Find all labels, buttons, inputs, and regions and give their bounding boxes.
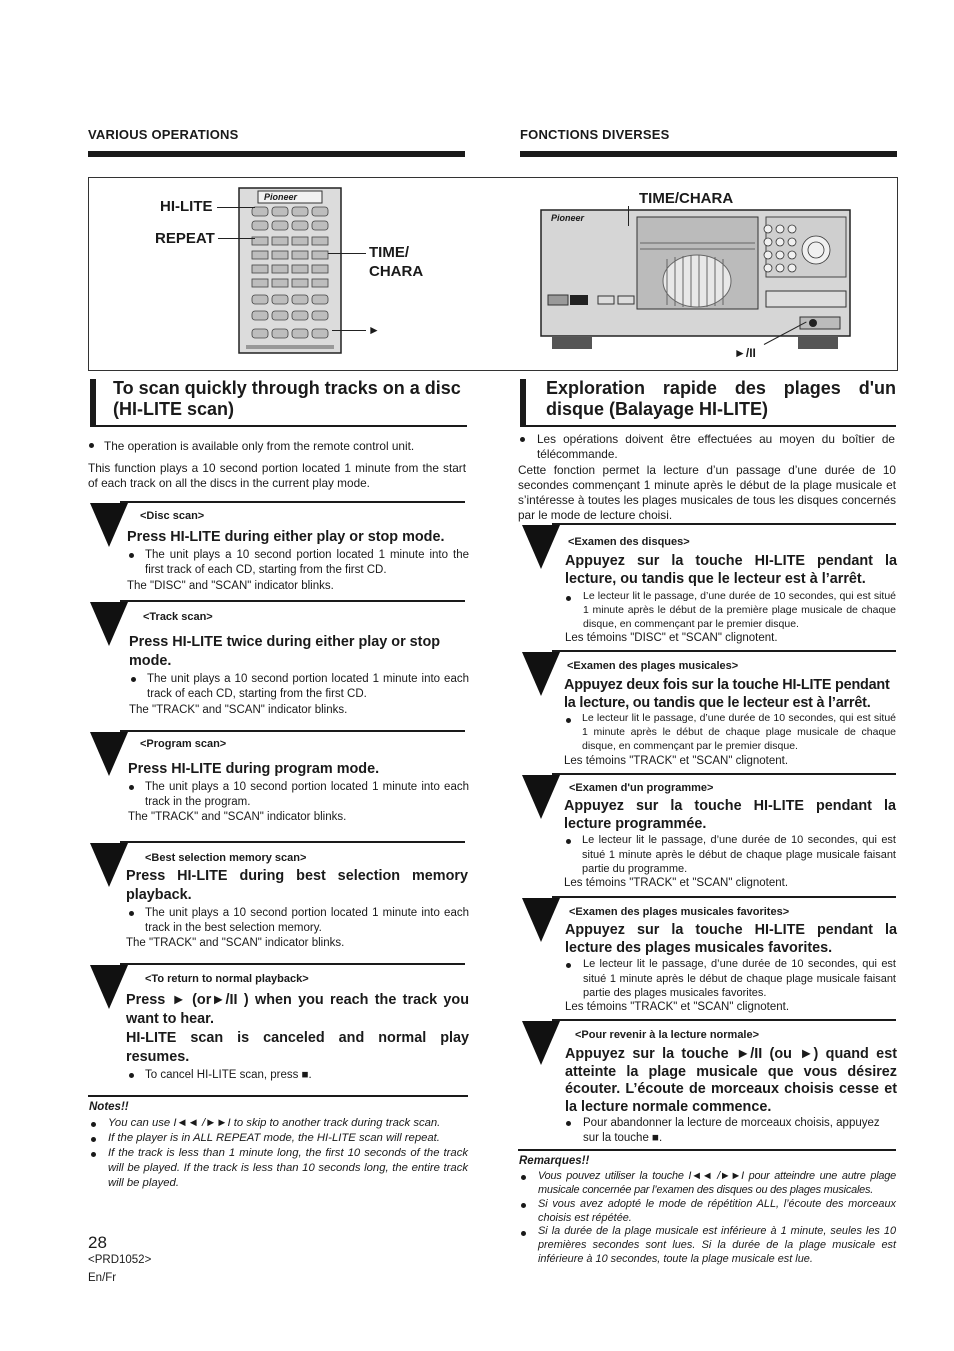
en-step-5-label: <To return to normal playback> [145,973,309,985]
en-note-2: If the player is in ALL REPEAT mode, the HI-LITE scan will repeat. [108,1132,440,1144]
fr-title-bar [520,379,526,425]
leader-time-chara [328,253,366,254]
fr-step-4-instruction: Appuyez sur la touche HI-LITE pendant la lecture des plages musicales favorites. [565,922,897,956]
fr-step-1-marker [522,525,560,569]
fr-step-3-label: <Examen d'un programme> [569,782,714,794]
fr-step-5-instruction: Appuyez sur la touche ►/II (ou ►) quand est atteinte la plage musicale que vous désirez écouter. L’écoute de morceaux choisis cesse et la lecture normale commence. [565,1046,897,1115]
fr-step-3-instruction: Appuyez sur la touche HI-LITE pendant la lecture programmée. [564,798,896,832]
en-step-1-indicator: The "DISC" and "SCAN" indicator blinks. [127,580,334,592]
fr-step-2-bullet: Le lecteur lit le passage, d’une durée de 10 secondes, qui est situé 1 minute après le début de chaque plage musicale de chaque disque, en commençant par le premier disque. [582,712,896,752]
fr-step-2-instruction: Appuyez deux fois sur la touche HI-LITE pendant la lecture, ou tandis que le lecteur est à l’arrêt. [564,677,890,711]
player-label-play-pause: ►/II [734,346,756,360]
en-step-3-label: <Program scan> [140,738,227,750]
en-note-1: You can use I◄◄ /►►I to skip to another track during track scan. [108,1117,441,1129]
en-step-1-instruction: Press HI-LITE during either play or stop mode. [127,529,445,545]
fr-step-4-bullet: Le lecteur lit le passage, d’une durée de 10 secondes, qui est situé 1 minute après le début de chaque plage musicale faisant partie des plages musicales favorites. [583,958,896,999]
en-step-3-marker [90,732,128,776]
en-step-1-label: <Disc scan> [140,510,205,522]
fr-step-4-indicator: Les témoins "TRACK" et "SCAN" clignotent. [565,1001,790,1013]
en-step-3-instruction: Press HI-LITE during program mode. [128,761,380,777]
fr-step-2-indicator: Les témoins "TRACK" et "SCAN" clignotent. [564,755,789,767]
fr-intro: Cette fonction permet la lecture d’un passage d’une durée de 10 secondes commençant 1 minute après le début de la plage musicale et s’intéresse à toutes les plages musicales de tous les disques concernés par le mode de lecture choisi. [518,463,896,522]
play-arrow-label: ► [368,323,380,337]
product-code: <PRD1052> [88,1254,152,1266]
fr-step-4-label: <Examen des plages musicales favorites> [569,906,790,918]
leader-repeat [218,238,255,239]
en-note-3: If the track is less than 1 minute long, the first 10 seconds of the track will be played. If the track is less than 10 seconds long, the entire track will be played. [108,1147,468,1190]
fr-note-3: Si la durée de la plage musicale est inférieure à 1 minute, seules les 10 premières secondes sont lues. Si la durée de la plage musicale est inférieure à 10 secondes, toute la plage musicale est lue. [538,1225,896,1266]
en-step-5-instruction: Press ► (or►/II ) when you reach the track you want to hear. [126,992,469,1027]
en-step-1-marker [90,503,128,547]
fr-step-3-indicator: Les témoins "TRACK" et "SCAN" clignotent. [564,877,789,889]
leader-play [332,330,366,331]
fr-note-2: Si vous avez adopté le mode de répétition ALL, l’écoute des morceaux choisis est répétée. [538,1198,896,1225]
fr-notes-title: Remarques!! [519,1155,590,1167]
remote-label-repeat: REPEAT [155,230,215,247]
fr-step-3-bullet: Le lecteur lit le passage, d’une durée de 10 secondes, qui est situé 1 minute après le début de chaque plage musicale faisant partie du programme. [582,834,896,875]
remote-label-time-chara: TIME/ CHARA [369,244,424,280]
fr-title-rule [520,425,896,427]
language-code: En/Fr [88,1272,117,1284]
en-section-title: To scan quickly through tracks on a disc (HI-LITE scan) [113,378,461,419]
en-step-4-bullet: The unit plays a 10 second portion located 1 minute into each track in the best selection memory. [145,907,469,934]
fr-step-3-marker [522,775,560,819]
fr-step-2-marker [522,652,560,696]
header-left: VARIOUS OPERATIONS [88,127,239,142]
en-step-3-indicator: The "TRACK" and "SCAN" indicator blinks. [128,811,347,823]
fr-intro-bullet: Les opérations doivent être effectuées au moyen du boîtier de télécommande. [537,432,895,461]
en-step-4-marker [90,843,128,887]
fr-step-4-marker [522,898,560,942]
cd-player-image [540,209,851,356]
header-rule-right [520,151,897,157]
fr-step-1-instruction: Appuyez sur la touche HI-LITE pendant la lecture, ou tandis que le lecteur est à l’arrêt. [565,553,897,587]
en-step-2-bullet: The unit plays a 10 second portion located 1 minute into each track of each CD, starting from the first CD. [147,673,469,700]
fr-step-5-marker [522,1021,560,1065]
fr-note-1: Vous pouvez utiliser la touche I◄◄ /►►I pour atteindre une autre plage musicale concernée par l’examen des disques ou des plages musicales. [538,1170,896,1197]
en-title-bar [90,379,96,425]
en-step-5-instruction-2: HI-LITE scan is canceled and normal play resumes. [126,1030,469,1065]
fr-notes-rule [518,1149,896,1151]
en-intro-bullet: The operation is available only from the remote control unit. [104,439,415,453]
en-step-1-bullet: The unit plays a 10 second portion located 1 minute into the first track of each CD, starting from the first CD. [145,549,469,576]
en-step-5-marker [90,965,128,1009]
header-right: FONCTIONS DIVERSES [520,127,670,142]
remote-control-image [238,187,342,354]
player-brand-logo: Pioneer [551,213,585,223]
en-title-rule [90,425,467,427]
fr-step-1-bullet: Le lecteur lit le passage, d’une durée de 10 secondes, qui est situé 1 minute après le début de la première plage musicale de chaque disque, en commençant par le premier disque. [583,590,896,630]
en-notes-rule [88,1095,468,1097]
en-step-3-bullet: The unit plays a 10 second portion located 1 minute into each track in the program. [145,781,469,808]
fr-step-1-indicator: Les témoins "DISC" et "SCAN" clignotent. [565,632,778,644]
en-notes-title: Notes!! [89,1101,129,1113]
en-step-2-instruction: Press HI-LITE twice during either play or stop mode. [129,634,441,669]
en-step-2-label: <Track scan> [143,611,213,623]
en-step-2-marker [90,602,128,646]
remote-brand-logo: Pioneer [264,192,298,202]
fr-section-title: Exploration rapide des plages d'un disque (Balayage HI-LITE) [546,378,896,419]
player-label-time-chara: TIME/CHARA [639,190,734,207]
remote-label-hilite: HI-LITE [160,198,213,215]
en-step-5-bullet: To cancel HI-LITE scan, press ■. [145,1069,312,1081]
page-number: 28 [88,1233,107,1252]
fr-step-5-label: <Pour revenir à la lecture normale> [575,1029,760,1041]
fr-step-5-bullet: Pour abandonner la lecture de morceaux choisis, appuyez sur la touche ■. [583,1117,880,1144]
leader-hilite [217,207,255,208]
leader-player-time-chara [628,206,629,226]
fr-step-2-label: <Examen des plages musicales> [567,660,739,672]
en-step-4-instruction: Press HI-LITE during best selection memory playback. [126,868,468,903]
fr-step-1-label: <Examen des disques> [568,536,690,548]
en-step-4-label: <Best selection memory scan> [145,852,307,864]
header-rule-left [88,151,465,157]
en-step-4-indicator: The "TRACK" and "SCAN" indicator blinks. [126,937,345,949]
en-step-2-indicator: The "TRACK" and "SCAN" indicator blinks. [129,704,348,716]
en-intro: This function plays a 10 second portion located 1 minute from the start of each track on all the discs in the current play mode. [88,461,466,490]
